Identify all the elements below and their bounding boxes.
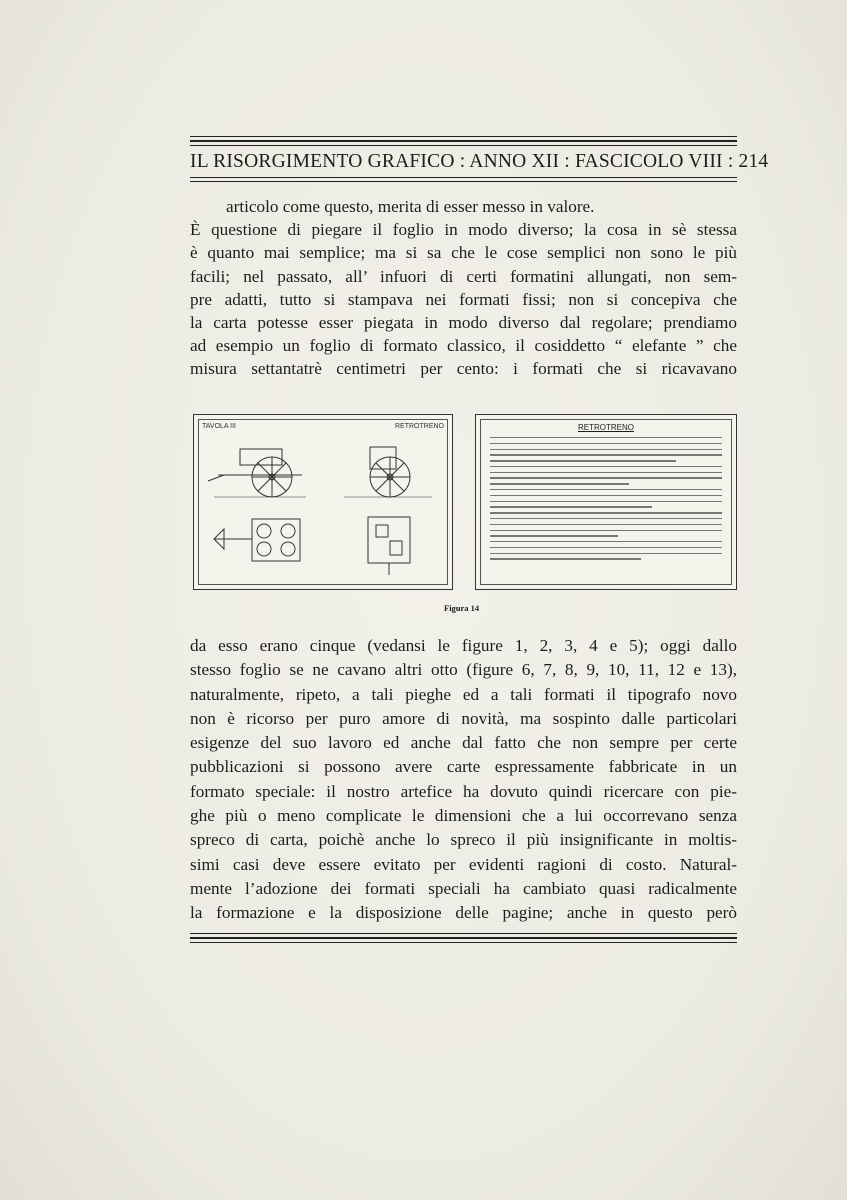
running-head: IL RISORGIMENTO GRAFICO : ANNO XII : FASCICOLO VIII : 214 <box>190 151 769 172</box>
text-line: esigenze del suo lavoro ed anche dal fatto che non sempre per certe <box>190 733 737 753</box>
footer-rule <box>190 933 737 943</box>
text-line: è quanto mai semplice; ma si sa che le cose semplici non sono le più <box>190 243 737 263</box>
text-line: misura settantatrè centimetri per cento: i formati che si ricavavano <box>190 359 737 379</box>
text-line: facili; nel passato, all’ infuori di certi formatini allungati, non sem- <box>190 266 737 286</box>
figure-caption: Figura 14 <box>444 603 480 613</box>
plate-document-title: RETROTRENO <box>578 423 634 432</box>
body-text-top <box>190 195 737 381</box>
text-line: naturalmente, ripeto, a tali pieghe ed a tali formati il tipografo novo <box>190 684 737 704</box>
text-line: simi casi deve essere evitato per evidenti ragioni di costo. Natural- <box>190 854 737 874</box>
text-line: mente l’adozione dei formati speciali ha cambiato quasi radicalmente <box>190 878 737 898</box>
text-line: pubblicazioni si possono avere carte espressamente fabbricate in un <box>190 757 737 777</box>
plate-title: RETROTRENO <box>395 423 444 430</box>
text-line: articolo come questo, merita di esser messo in valore. <box>226 197 595 216</box>
body-text-bottom <box>190 634 737 926</box>
text-line: ghe più o meno complicate le dimensioni che a lui occorrevano senza <box>190 806 737 826</box>
text-line: la carta potesse esser piegata in modo diverso dal regolare; prendiamo <box>190 313 737 333</box>
text-line: pre adatti, tutto si stampava nei formati fissi; non si concepiva che <box>190 289 737 309</box>
plate-document-text <box>490 437 722 564</box>
plate-label: TAVOLA III <box>202 423 236 430</box>
header-rule-bottom <box>190 177 737 182</box>
figure-plate-left <box>193 414 453 590</box>
cart-drawings <box>194 415 452 589</box>
figure-plate-right <box>475 414 737 590</box>
text-line: È questione di piegare il foglio in modo diverso; la cosa in sè stessa <box>190 220 737 240</box>
text-line: la formazione e la disposizione delle pagine; anche in questo però <box>190 903 737 923</box>
text-line: formato speciale: il nostro artefice ha dovuto quindi ricercare con pie- <box>190 781 737 801</box>
text-line: spreco di carta, poichè anche lo spreco il più insignificante in moltis- <box>190 830 737 850</box>
text-line: stesso foglio se ne cavano altri otto (figure 6, 7, 8, 9, 10, 11, 12 e 13), <box>190 660 737 680</box>
text-line: ad esempio un foglio di formato classico, il cosiddetto “ elefante ” che <box>190 336 737 356</box>
text-line: da esso erano cinque (vedansi le figure 1, 2, 3, 4 e 5); oggi dallo <box>190 636 737 655</box>
header-rule-top <box>190 136 737 146</box>
text-line: non è ricorso per puro amore di novità, ma sospinto dalle particolari <box>190 708 737 728</box>
